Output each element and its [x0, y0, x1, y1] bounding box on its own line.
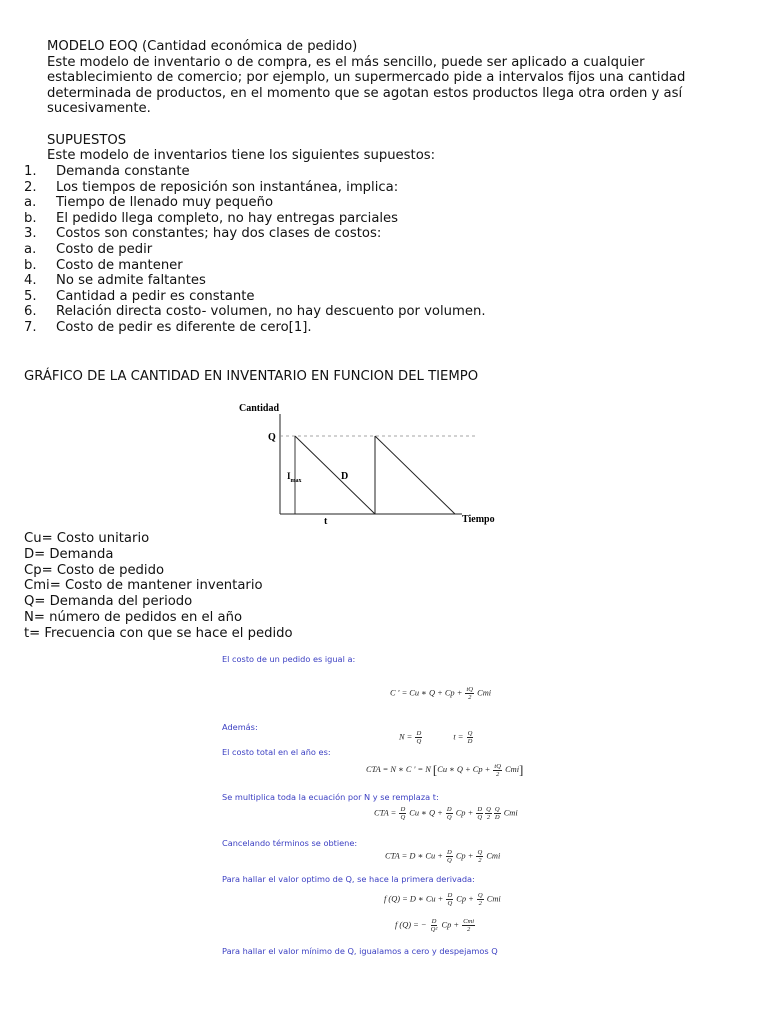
list-text: Costo de mantener	[56, 257, 183, 273]
intro-section	[47, 39, 737, 164]
formula-step-text: Para hallar el valor mínimo de Q, igualamos a cero y despejamos Q	[222, 946, 498, 956]
list-item	[24, 242, 724, 258]
x-axis-label: Tiempo	[462, 514, 495, 525]
formula-step-text: El costo de un pedido es igual a:	[222, 654, 356, 664]
inventory-diagram	[230, 392, 510, 527]
depletion-line-1	[295, 436, 375, 514]
equation-multiplied: CTA = $\frac{D}{Q}$ Cu ∗ Q + $\frac{D}{Q}$ Cp + $\frac{D}{Q}$ $\frac{Q}{2}$ $\frac{Q}{D}$ Cmi	[374, 806, 518, 821]
list-item	[24, 258, 724, 274]
list-text: Costos son constantes; hay dos clases de costos:	[56, 226, 382, 242]
paragraph-line: establecimiento de comercio; por ejemplo, un supermercado pide a intervalos fijos una cantidad	[47, 70, 686, 86]
list-marker: 5.	[24, 288, 37, 304]
definition-item: Cu= Costo unitario	[24, 531, 150, 546]
list-item	[24, 320, 724, 336]
formula-step-text: Para hallar el valor optimo de Q, se hace la primera derivada:	[222, 874, 475, 884]
imax-main: I	[287, 471, 291, 481]
list-marker: 6.	[24, 304, 37, 320]
equation-total-cost: CTA = N ∗ C ' = N [Cu ∗ Q + Cp + $\frac{tQ}{2}$ Cmi]	[366, 762, 524, 778]
list-text: Tiempo de llenado muy pequeño	[56, 195, 274, 211]
d-label: D	[341, 471, 349, 482]
paragraph-line: Este modelo de inventario o de compra, es el más sencillo, puede ser aplicado a cualquier	[47, 54, 645, 70]
list-marker: 3.	[24, 226, 37, 242]
graph-title: GRÁFICO DE LA CANTIDAD EN INVENTARIO EN FUNCION DEL TIEMPO	[24, 369, 479, 384]
paragraph-line: sucesivamente.	[47, 101, 151, 117]
assumptions-list	[24, 164, 724, 336]
definitions-list	[24, 531, 293, 642]
formula-step-text: Además:	[222, 722, 258, 732]
list-marker: b.	[24, 210, 37, 226]
imax-label	[287, 471, 302, 484]
list-item	[24, 211, 724, 227]
inventory-svg	[230, 392, 510, 527]
definition-item: t= Frecuencia con que se hace el pedido	[24, 625, 293, 641]
list-marker: 7.	[24, 319, 37, 335]
q-label: Q	[268, 432, 276, 443]
list-item	[24, 289, 724, 305]
list-text: No se admite faltantes	[56, 273, 206, 289]
t-label: t	[324, 516, 328, 527]
list-marker: a.	[24, 195, 37, 211]
list-item	[24, 226, 724, 242]
formula-step-text: Se multiplica toda la ecuación por N y se remplaza t:	[222, 792, 439, 802]
definition-item: Q= Demanda del periodo	[24, 594, 193, 610]
list-item	[24, 164, 724, 180]
depletion-line-2	[375, 436, 455, 514]
list-marker: a.	[24, 241, 37, 257]
list-item	[24, 180, 724, 196]
list-text: Costo de pedir es diferente de cero[1].	[56, 319, 312, 335]
equation-simplified: CTA = D ∗ Cu + $\frac{D}{Q}$ Cp + $\frac{Q}{2}$ Cmi	[385, 849, 501, 864]
equation-cost-per-order: C ' = Cu ∗ Q + Cp + $\frac{tQ}{2}$ Cmi	[390, 686, 492, 701]
y-axis-label: Cantidad	[239, 403, 280, 414]
paragraph-line: determinada de productos, en el momento que se agotan estos productos llega otra orden y así	[47, 85, 683, 101]
list-text: Cantidad a pedir es constante	[56, 288, 255, 304]
section-title: MODELO EOQ (Cantidad económica de pedido)	[47, 39, 358, 54]
list-marker: 2.	[24, 179, 37, 195]
supuestos-title: SUPUESTOS	[47, 132, 127, 148]
list-item	[24, 195, 724, 211]
list-text: Relación directa costo- volumen, no hay descuento por volumen.	[56, 304, 486, 320]
list-item	[24, 304, 724, 320]
list-marker: b.	[24, 257, 37, 273]
equation-n-and-t: N = $\frac{D}{Q}$ t = $\frac{Q}{D}$	[399, 730, 473, 745]
formula-derivation-image	[218, 646, 530, 962]
supuestos-lead: Este modelo de inventarios tiene los siguientes supuestos:	[47, 148, 436, 164]
list-item	[24, 273, 724, 289]
list-text: Los tiempos de reposición son instantánea, implica:	[56, 179, 399, 195]
imax-sub: max	[290, 478, 302, 484]
definition-item: D= Demanda	[24, 546, 114, 562]
equation-derivative: f (Q) = − $\frac{D}{\text{Q²}}$ Cp + $\frac{\text{Cmi}}{2}$	[395, 918, 475, 933]
list-text: Demanda constante	[56, 164, 190, 179]
equation-f-of-q: f (Q) = D ∗ Cu + $\frac{D}{Q}$ Cp + $\frac{Q}{2}$ Cmi	[384, 892, 501, 907]
list-text: Costo de pedir	[56, 241, 153, 257]
formula-step-text: El costo total en el año es:	[222, 747, 331, 757]
definition-item: Cp= Costo de pedido	[24, 562, 165, 578]
definition-item: Cmi= Costo de mantener inventario	[24, 578, 263, 594]
list-text: El pedido llega completo, no hay entregas parciales	[56, 210, 399, 226]
formula-step-text: Cancelando términos se obtiene:	[222, 838, 358, 848]
list-marker: 4.	[24, 273, 37, 289]
list-marker: 1.	[24, 164, 37, 179]
definition-item: N= número de pedidos en el año	[24, 609, 243, 625]
